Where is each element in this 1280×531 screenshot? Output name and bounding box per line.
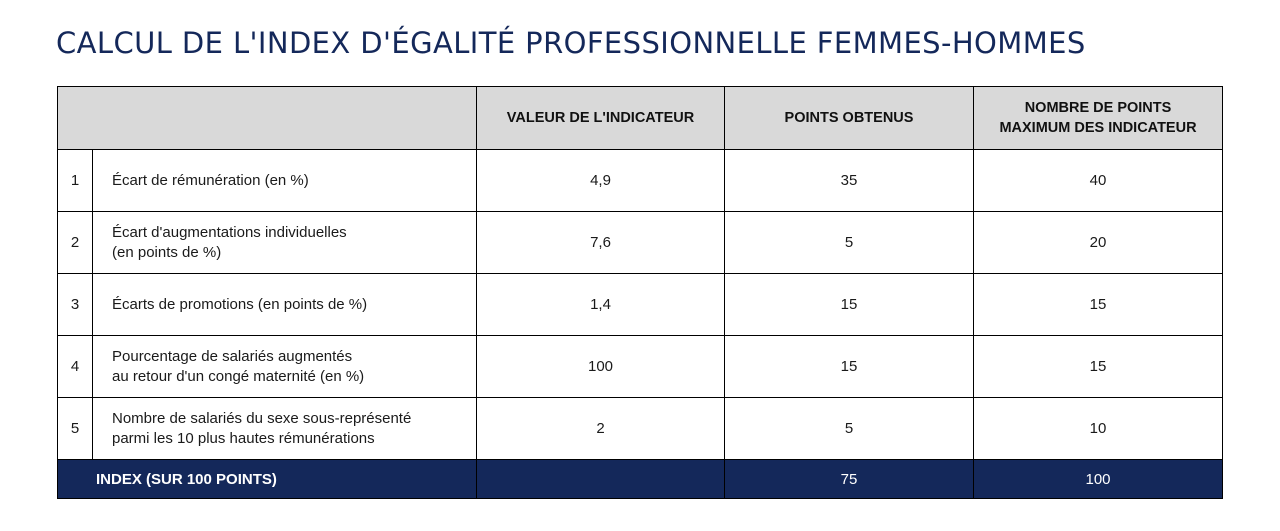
- page-title: CALCUL DE L'INDEX D'ÉGALITÉ PROFESSIONNELLE FEMMES-HOMMES: [56, 26, 1086, 60]
- row-label-line2: (en points de %): [112, 243, 222, 261]
- row-label-line1: Pourcentage de salariés augmentés: [112, 347, 353, 365]
- row-max: 40: [974, 150, 1223, 212]
- total-value: [477, 460, 725, 499]
- row-label: [93, 398, 477, 460]
- total-row: [58, 460, 1223, 499]
- row-number: 1: [58, 150, 93, 212]
- row-max: 20: [974, 212, 1223, 274]
- row-value: 1,4: [477, 274, 725, 336]
- row-number: 2: [58, 212, 93, 274]
- row-label-line2: parmi les 10 plus hautes rémunérations: [112, 429, 375, 447]
- row-max: 15: [974, 336, 1223, 398]
- header-max-line2: MAXIMUM DES INDICATEUR: [999, 120, 1197, 136]
- row-points: 35: [725, 150, 974, 212]
- row-max: 10: [974, 398, 1223, 460]
- row-number: 4: [58, 336, 93, 398]
- header-max-line1: NOMBRE DE POINTS: [1024, 100, 1172, 116]
- row-points: 15: [725, 336, 974, 398]
- index-table: [57, 86, 1223, 499]
- total-max: 100: [974, 460, 1223, 499]
- table-row: [58, 398, 1223, 460]
- total-label: INDEX (SUR 100 POINTS): [58, 460, 477, 499]
- row-value: 4,9: [477, 150, 725, 212]
- row-max: 15: [974, 274, 1223, 336]
- total-points: 75: [725, 460, 974, 499]
- table-header-row: [58, 87, 1223, 150]
- row-label-line1: Écarts de promotions (en points de %): [112, 295, 368, 313]
- row-value: 7,6: [477, 212, 725, 274]
- table-row: [58, 336, 1223, 398]
- row-label: [93, 336, 477, 398]
- header-value: VALEUR DE L'INDICATEUR: [477, 87, 725, 150]
- row-number: 5: [58, 398, 93, 460]
- header-max: [974, 87, 1223, 150]
- header-indicator: [58, 87, 477, 150]
- row-label-line1: Écart de rémunération (en %): [112, 171, 309, 189]
- row-label-line1: Écart d'augmentations individuelles: [112, 223, 347, 241]
- row-label: [93, 150, 477, 212]
- row-number: 3: [58, 274, 93, 336]
- row-label-line2: au retour d'un congé maternité (en %): [112, 367, 365, 385]
- row-points: 5: [725, 212, 974, 274]
- row-points: 15: [725, 274, 974, 336]
- row-value: 2: [477, 398, 725, 460]
- table-row: [58, 150, 1223, 212]
- table-row: [58, 274, 1223, 336]
- row-value: 100: [477, 336, 725, 398]
- table-row: [58, 212, 1223, 274]
- row-points: 5: [725, 398, 974, 460]
- row-label-line1: Nombre de salariés du sexe sous-représenté: [112, 409, 412, 427]
- row-label: [93, 274, 477, 336]
- header-points: POINTS OBTENUS: [725, 87, 974, 150]
- row-label: [93, 212, 477, 274]
